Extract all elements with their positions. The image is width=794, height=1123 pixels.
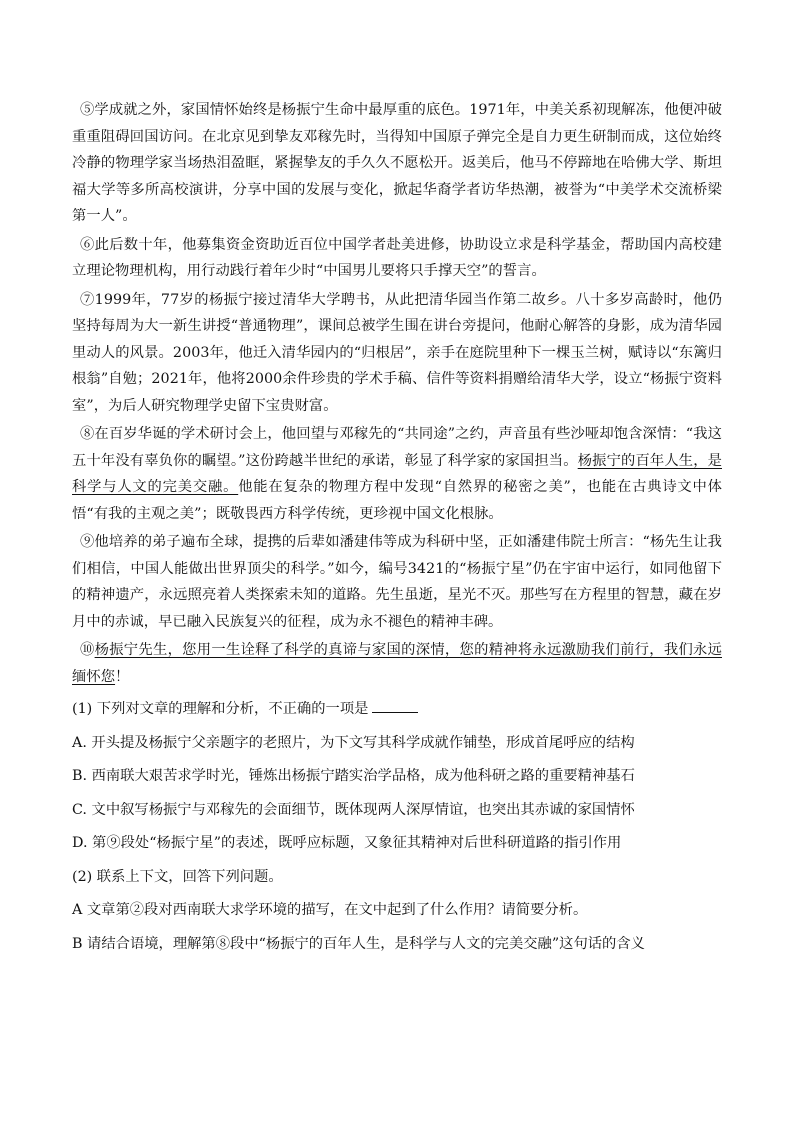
paragraph-10-underlined-text: 杨振宁先生，您用一生诠释了科学的真谛与家国的深情，您的精神将永远激励我们前行，我们永远缅怀您: [72, 642, 722, 685]
paragraph-8: [72, 421, 722, 527]
question-1-option-c: C. 文中叙写杨振宁与邓稼先的会面细节，既体现两人深厚情谊，也突出其赤诚的家国情怀: [72, 801, 635, 818]
paragraph-6: ⑥此后数十年，他募集资金资助近百位中国学者赴美进修，协助设立求是科学基金，帮助国内高校建立理论物理机构，用行动践行着年少时“中国男儿要将只手撑天空”的誓言。: [72, 236, 722, 279]
paragraph-9: ⑨他培养的弟子遍布全球，提携的后辈如潘建伟等成为科研中坚，正如潘建伟院士所言：“杨先生让我们相信，中国人能做出世界顶尖的科学。”如今，编号3421的“杨振宁星”仍在宇宙中运行，如同他留下的精神遗产，永远照亮着人类探索未知的道路。先生虽逝，星光不灭。那些写在方程里的智慧，藏在岁月中的赤诚，早已融入民族复兴的征程，成为永不褪色的精神丰碑。: [72, 534, 722, 630]
paragraph-8-underlined-sentence: 杨振宁的百年人生，是科学与人文的完美交融。: [72, 452, 722, 495]
question-1-option-d: D. 第⑨段处“杨振宁星”的表述，既呼应标题，又象征其精神对后世科研道路的指引作用: [72, 835, 622, 851]
paragraph-10-suffix: ！: [115, 668, 130, 685]
answer-blank[interactable]: [372, 698, 418, 713]
paragraph-8-text-before: ⑧在百岁华诞的学术研讨会上，他回望与邓稼先的“共同途”之约，声音虽有些沙哑却饱含深情：“我这五十年没有辜负你的瞩望。”这份跨越半世纪的承诺，彰显了科学家的家国担当。: [72, 426, 722, 469]
question-1-stem-text: (1) 下列对文章的理解和分析，不正确的一项是: [72, 701, 369, 717]
paragraph-10: [72, 637, 722, 690]
question-2-stem: (2) 联系上下文，回答下列问题。: [72, 868, 283, 885]
paragraph-10-number: ⑩: [80, 642, 95, 658]
reading-passage-page: [72, 97, 722, 964]
question-1-option-b: B. 西南联大艰苦求学时光，锤炼出杨振宁踏实治学品格，成为他科研之路的重要精神基石: [72, 768, 635, 784]
paragraph-7: ⑦1999年，77岁的杨振宁接过清华大学聘书，从此把清华园当作第二故乡。八十多岁高龄时，他仍坚持每周为大一新生讲授“普通物理”，课间总被学生围在讲台旁提问，他耐心解答的身影，成为清华园里动人的风景。2003年，他迁入清华园内的“归根居”，亲手在庭院里种下一棵玉兰树，赋诗以“东篱归根翁”自勉；2021年，他将2000余件珍贵的学术手稿、信件等资料捐赠给清华大学，设立“杨振宁资料室”，为后人研究物理学史留下宝贵财富。: [72, 291, 722, 414]
question-2-part-a: A 文章第②段对西南联大求学环境的描写，在文中起到了什么作用？请简要分析。: [72, 902, 588, 918]
question-1-option-a: A. 开头提及杨振宁父亲题字的老照片，为下文写其科学成就作铺垫，形成首尾呼应的结构: [72, 734, 635, 751]
paragraph-5: ⑤学成就之外，家国情怀始终是杨振宁生命中最厚重的底色。1971年，中美关系初现解冻，他便冲破重重阻碍回国访问。在北京见到挚友邓稼先时，当得知中国原子弹完全是自力更生研制而成，这位始终冷静的物理学家当场热泪盈眶，紧握挚友的手久久不愿松开。返美后，他马不停蹄地在哈佛大学、斯坦福大学等多所高校演讲，分享中国的发展与变化，掀起华裔学者访华热潮，被誉为“中美学术交流桥梁第一人”。: [72, 102, 722, 224]
paragraph-8-text-after: 他能在复杂的物理方程中发现“自然界的秘密之美”，也能在古典诗文中体悟“有我的主观之美”；既敬畏西方科学传统，更珍视中国文化根脉。: [72, 479, 722, 522]
question-1-stem: [72, 696, 722, 723]
question-2-part-b: B 请结合语境，理解第⑧段中“杨振宁的百年人生，是科学与人文的完美交融”这句话的含义: [72, 935, 645, 952]
